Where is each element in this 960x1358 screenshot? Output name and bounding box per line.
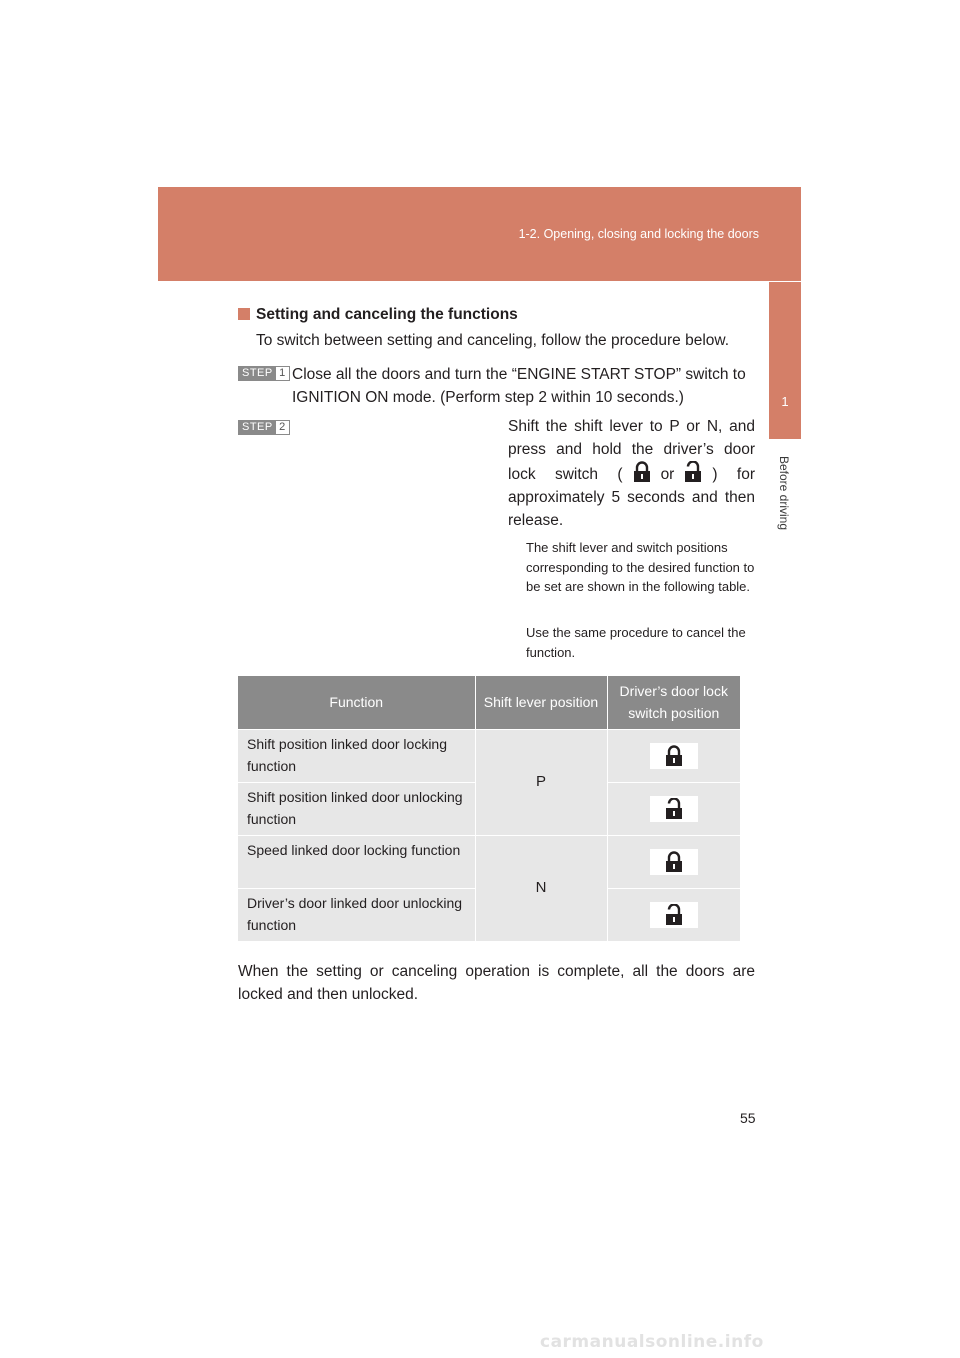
switch-cell: [607, 888, 740, 941]
shift-position-cell: N: [475, 835, 607, 941]
step-1-badge: [238, 366, 290, 381]
watermark-logo-icon: [540, 1332, 860, 1352]
table-row: [238, 729, 740, 782]
step-2-text: [508, 415, 755, 532]
intro-text: To switch between setting and canceling, follow the procedure below.: [256, 332, 730, 349]
step-badge-label: STEP: [239, 367, 276, 380]
lock-closed-icon: [664, 851, 684, 873]
note-positions: The shift lever and switch positions corresponding to the desired function to be set are shown in the following table.: [526, 540, 755, 594]
step-1-text: Close all the doors and turn the “ENGINE START STOP” switch to IGNITION ON mode. (Perform step 2 within 10 seconds.): [292, 366, 746, 406]
step-badge-label: STEP: [239, 421, 276, 434]
lock-open-icon: [664, 798, 684, 820]
switch-cell: [607, 729, 740, 782]
step-2-text-or: or: [660, 466, 675, 483]
table-row: [238, 835, 740, 888]
chapter-number: 1: [781, 394, 789, 409]
step-badge-number: 1: [276, 367, 289, 380]
switch-cell: [607, 835, 740, 888]
section-heading-text: Setting and canceling the functions: [256, 306, 518, 323]
switch-cell: [607, 782, 740, 835]
watermark: [0, 1318, 960, 1358]
step-2-text-b: ) for approximately 5 seconds and then release.: [508, 466, 755, 529]
lock-open-icon: [682, 461, 704, 483]
header-band: [158, 187, 801, 281]
header-shift-lever: Shift lever position: [475, 676, 607, 729]
section-heading: [238, 306, 518, 324]
function-cell: Speed linked door locking function: [238, 835, 475, 888]
header-function: Function: [238, 676, 475, 729]
function-table: [238, 676, 740, 941]
step-2-text-a: Shift the shift lever to P or N, and press and hold the driver’s door lock switch (: [508, 418, 755, 483]
header-switch-position: Driver’s door lock switch position: [607, 676, 740, 729]
function-cell: Shift position linked door unlocking function: [238, 782, 475, 835]
table-header-row: [238, 676, 740, 729]
note-cancel: Use the same procedure to cancel the function.: [526, 625, 746, 660]
function-cell: Driver’s door linked door unlocking function: [238, 888, 475, 941]
section-title: 1-2. Opening, closing and locking the doors: [518, 227, 759, 241]
closing-text: When the setting or canceling operation is complete, all the doors are locked and then unlocked.: [238, 963, 755, 1003]
lock-open-icon: [664, 904, 684, 926]
lock-closed-icon: [631, 461, 653, 483]
step-2-badge: [238, 420, 290, 435]
page-number: 55: [740, 1110, 756, 1126]
function-cell: Shift position linked door locking function: [238, 729, 475, 782]
heading-bullet-icon: [238, 308, 250, 320]
chapter-tab[interactable]: [769, 282, 801, 439]
step-badge-number: 2: [276, 421, 289, 434]
chapter-label: [774, 447, 794, 539]
lock-closed-icon: [664, 745, 684, 767]
shift-position-cell: P: [475, 729, 607, 835]
chapter-label-text: Before driving: [777, 455, 791, 531]
svg-text:carmanualsonline.info: carmanualsonline.info: [540, 1332, 764, 1352]
